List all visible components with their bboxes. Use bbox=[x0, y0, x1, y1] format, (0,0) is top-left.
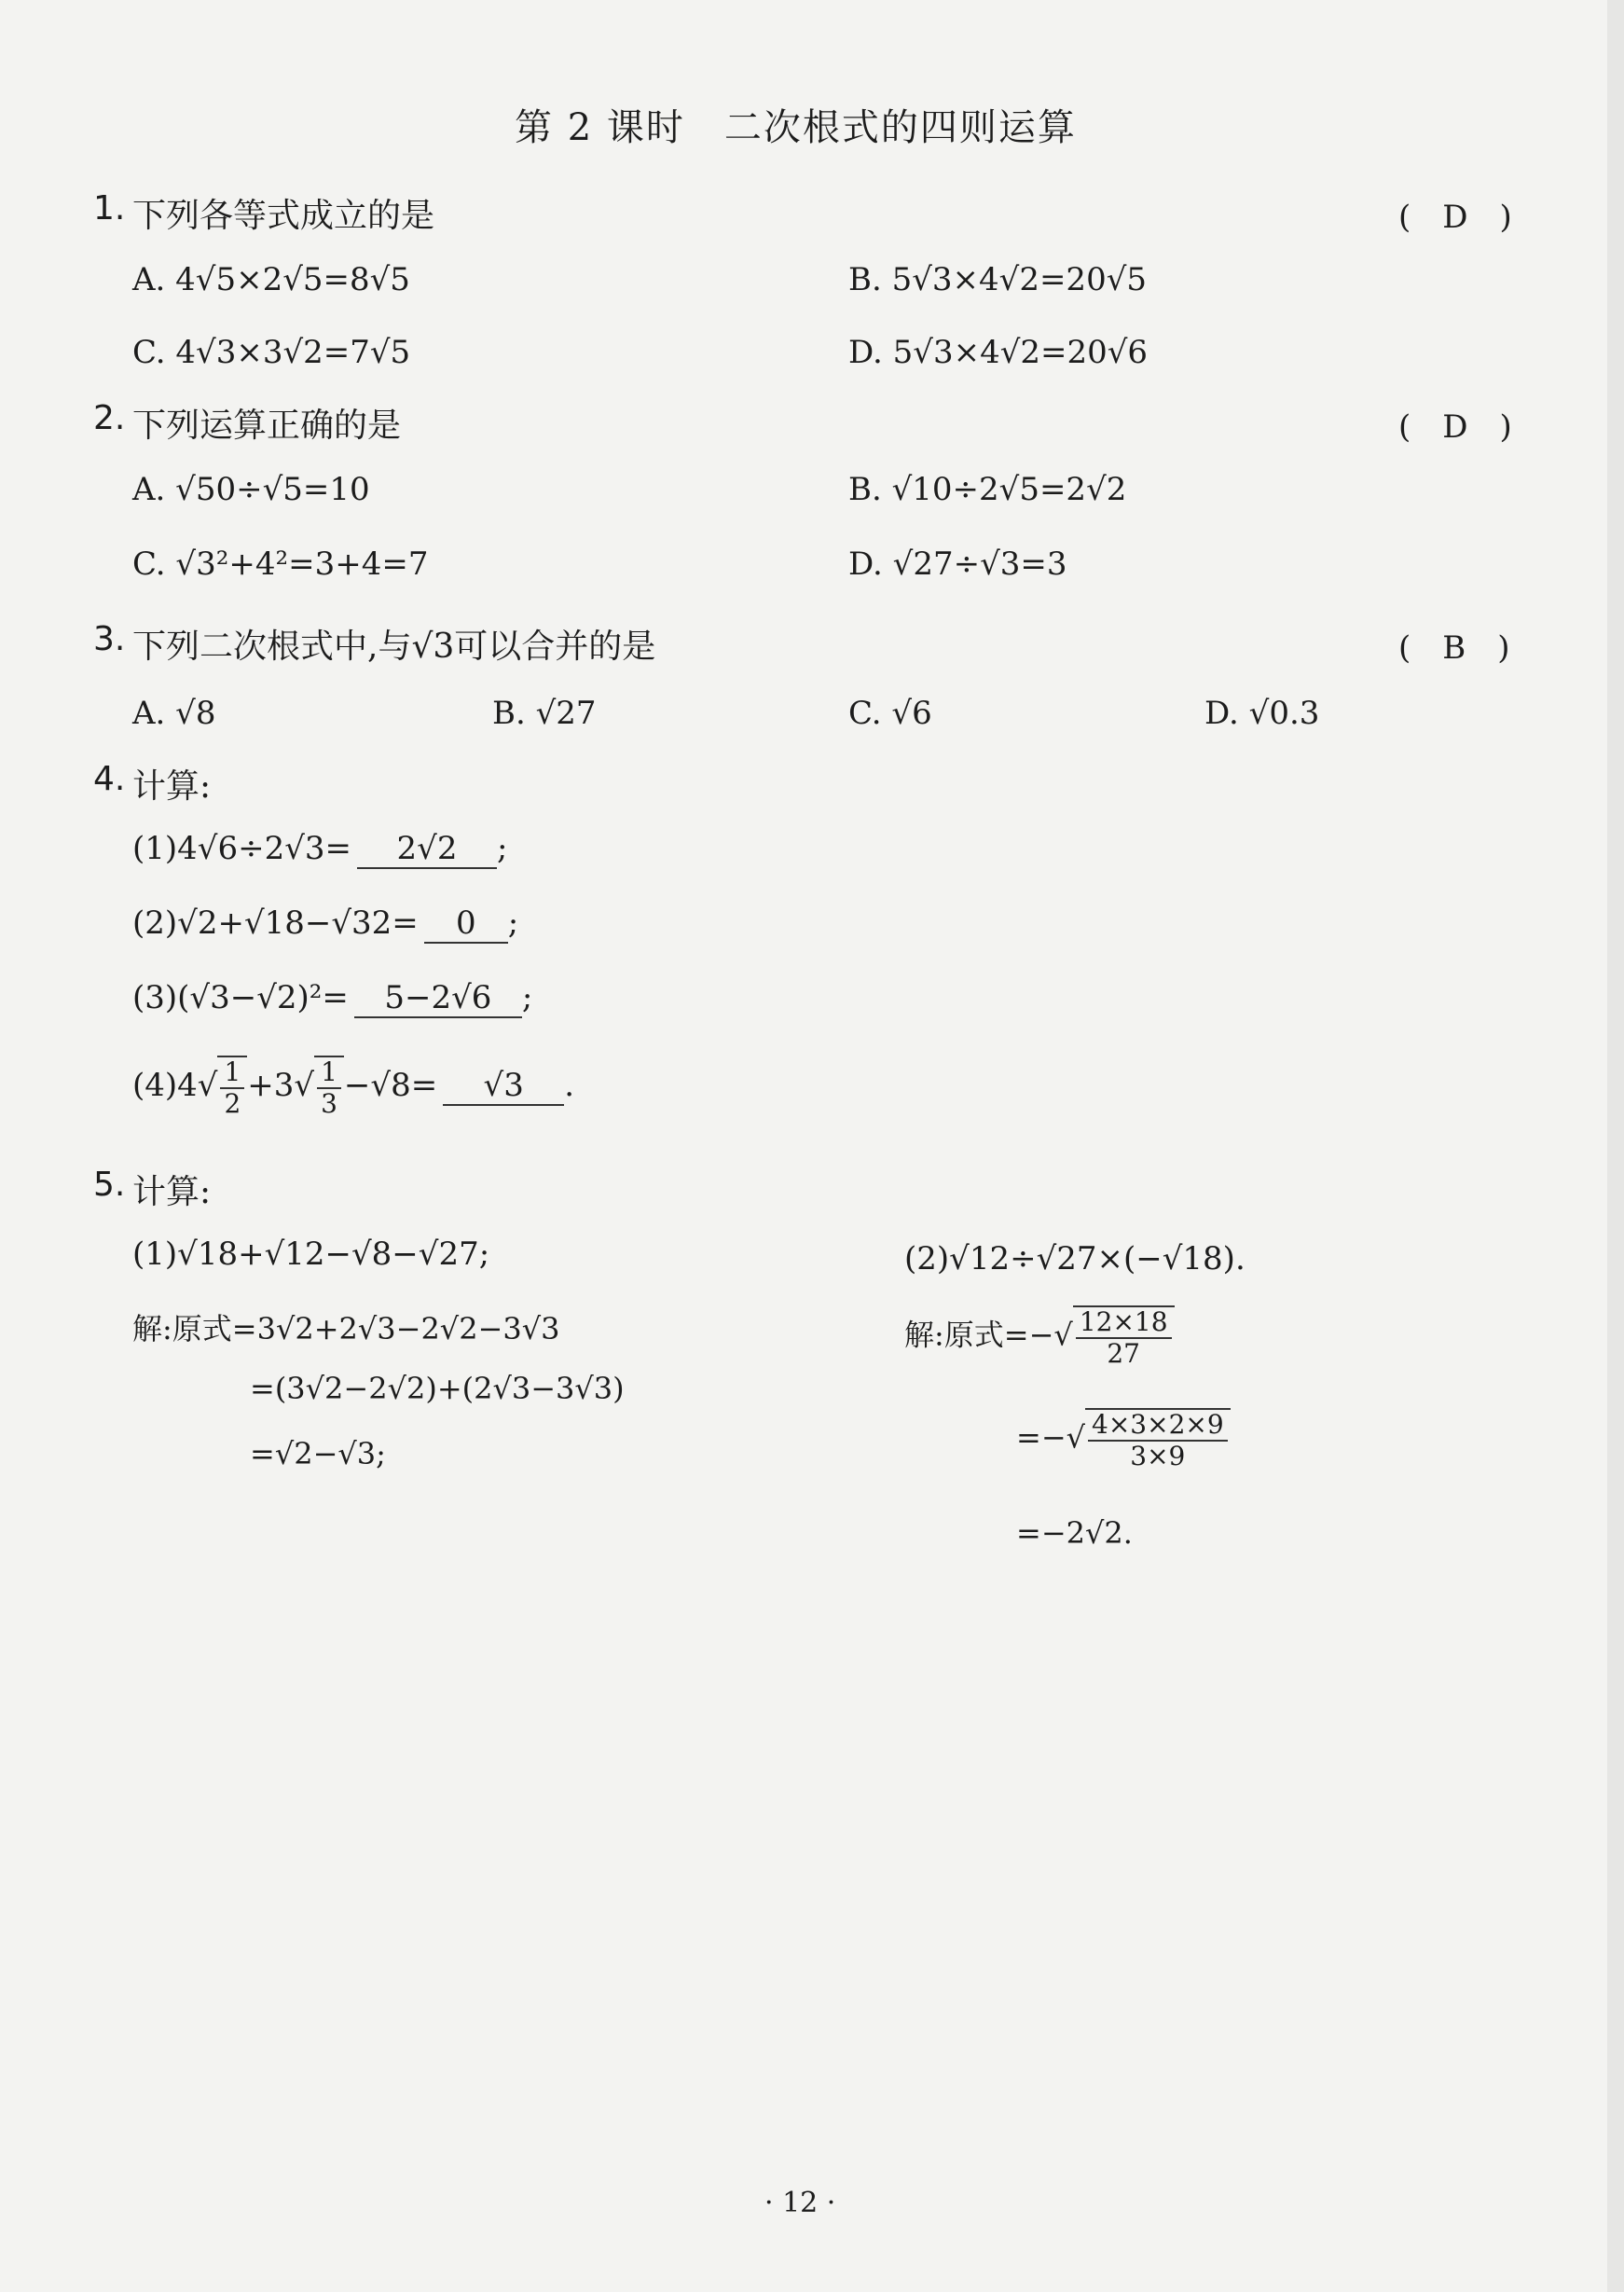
q3-option-a: A. √8 bbox=[132, 695, 216, 732]
q5-part2-problem: (2)√12÷√27×(−√18). bbox=[904, 1240, 1246, 1277]
q4-part2-expr: (2)√2+√18−√32= bbox=[132, 904, 419, 942]
q4-part1-end: ; bbox=[497, 830, 508, 867]
q2-option-d: D. √27÷√3=3 bbox=[848, 545, 1067, 583]
q2-answer: ( D ) bbox=[1398, 408, 1512, 446]
q5-stem: 计算: bbox=[132, 1173, 212, 1211]
q5-part2-line3: =−2√2. bbox=[1016, 1515, 1133, 1551]
q2-option-b: B. √10÷2√5=2√2 bbox=[848, 471, 1127, 508]
q4-part4-tail: −√8= bbox=[343, 1067, 438, 1104]
q5-part2-line1-den: 27 bbox=[1107, 1338, 1140, 1369]
q4-part4-fraction-2 bbox=[317, 1057, 341, 1119]
q5-part2-line1-fraction bbox=[1076, 1307, 1172, 1369]
q1-number: 1. bbox=[93, 189, 126, 228]
q5-part1-line3: =√2−√3; bbox=[250, 1436, 386, 1471]
q4-part1-expr: (1)4√6÷2√3= bbox=[132, 830, 351, 867]
q5-part2-line1 bbox=[904, 1305, 1175, 1369]
q1-stem: 下列各等式成立的是 bbox=[132, 197, 435, 235]
page-title: 第 2 课时 二次根式的四则运算 bbox=[515, 106, 1077, 149]
q5-number: 5. bbox=[93, 1166, 126, 1204]
q4-part4 bbox=[132, 1056, 574, 1119]
q4-number: 4. bbox=[93, 760, 126, 798]
q4-part2-end: ; bbox=[507, 904, 519, 942]
q1-option-a: A. 4√5×2√5=8√5 bbox=[132, 261, 410, 298]
q4-part4-f1-num: 1 bbox=[220, 1057, 244, 1089]
q4-part4-end: . bbox=[564, 1067, 575, 1104]
q5-part2-line2 bbox=[1016, 1408, 1231, 1471]
q5-part1-line2: =(3√2−2√2)+(2√3−3√3) bbox=[250, 1371, 625, 1406]
q5-part2-line1-num: 12×18 bbox=[1076, 1307, 1172, 1339]
q2-option-a: A. √50÷√5=10 bbox=[132, 471, 370, 508]
q5-part2-line2-num: 4×3×2×9 bbox=[1088, 1410, 1228, 1442]
q4-part2-answer: 0 bbox=[424, 904, 508, 944]
q1-answer: ( D ) bbox=[1398, 199, 1512, 236]
page-number: · 12 · bbox=[764, 2187, 836, 2219]
q4-part1 bbox=[132, 830, 507, 869]
q4-part4-f2-den: 3 bbox=[321, 1088, 337, 1119]
q4-part4-f1-den: 2 bbox=[224, 1088, 241, 1119]
q4-part1-answer: 2√2 bbox=[357, 830, 497, 869]
q4-part4-fraction-1 bbox=[220, 1057, 244, 1119]
q4-part3-end: ; bbox=[521, 979, 533, 1016]
q1-option-d: D. 5√3×4√2=20√6 bbox=[848, 334, 1149, 371]
q4-part4-lead: (4)4√ bbox=[132, 1067, 218, 1104]
q2-number: 2. bbox=[93, 399, 126, 437]
q4-part4-f2-num: 1 bbox=[317, 1057, 341, 1089]
q4-part3 bbox=[132, 979, 532, 1018]
q1-option-c: C. 4√3×3√2=7√5 bbox=[132, 334, 411, 371]
q4-part3-expr: (3)(√3−√2)²= bbox=[132, 979, 349, 1016]
q2-option-c: C. √3²+4²=3+4=7 bbox=[132, 545, 429, 583]
q3-option-c: C. √6 bbox=[848, 695, 932, 732]
page-edge bbox=[1607, 0, 1624, 2292]
q2-stem: 下列运算正确的是 bbox=[132, 407, 402, 445]
q3-option-d: D. √0.3 bbox=[1204, 695, 1320, 732]
q3-option-b: B. √27 bbox=[492, 695, 597, 732]
q5-part2-line2-den: 3×9 bbox=[1130, 1441, 1186, 1471]
q4-part3-answer: 5−2√6 bbox=[354, 979, 522, 1018]
q4-part4-mid: +3√ bbox=[247, 1067, 315, 1104]
q3-stem: 下列二次根式中,与√3可以合并的是 bbox=[132, 628, 656, 666]
q4-part4-answer: √3 bbox=[443, 1067, 564, 1106]
q4-stem: 计算: bbox=[132, 767, 212, 806]
q4-part2 bbox=[132, 904, 518, 944]
q1-option-b: B. 5√3×4√2=20√5 bbox=[848, 261, 1147, 298]
q5-part2-line2-fraction bbox=[1088, 1410, 1228, 1471]
q5-part2-line1-prefix: 解:原式=−√ bbox=[904, 1317, 1073, 1353]
q3-number: 3. bbox=[93, 620, 126, 658]
q3-answer: ( B ) bbox=[1398, 629, 1510, 667]
q5-part2-line2-prefix: =−√ bbox=[1016, 1419, 1086, 1456]
q5-part1-line1: 解:原式=3√2+2√3−2√2−3√3 bbox=[132, 1311, 560, 1346]
q5-part1-problem: (1)√18+√12−√8−√27; bbox=[132, 1236, 490, 1273]
